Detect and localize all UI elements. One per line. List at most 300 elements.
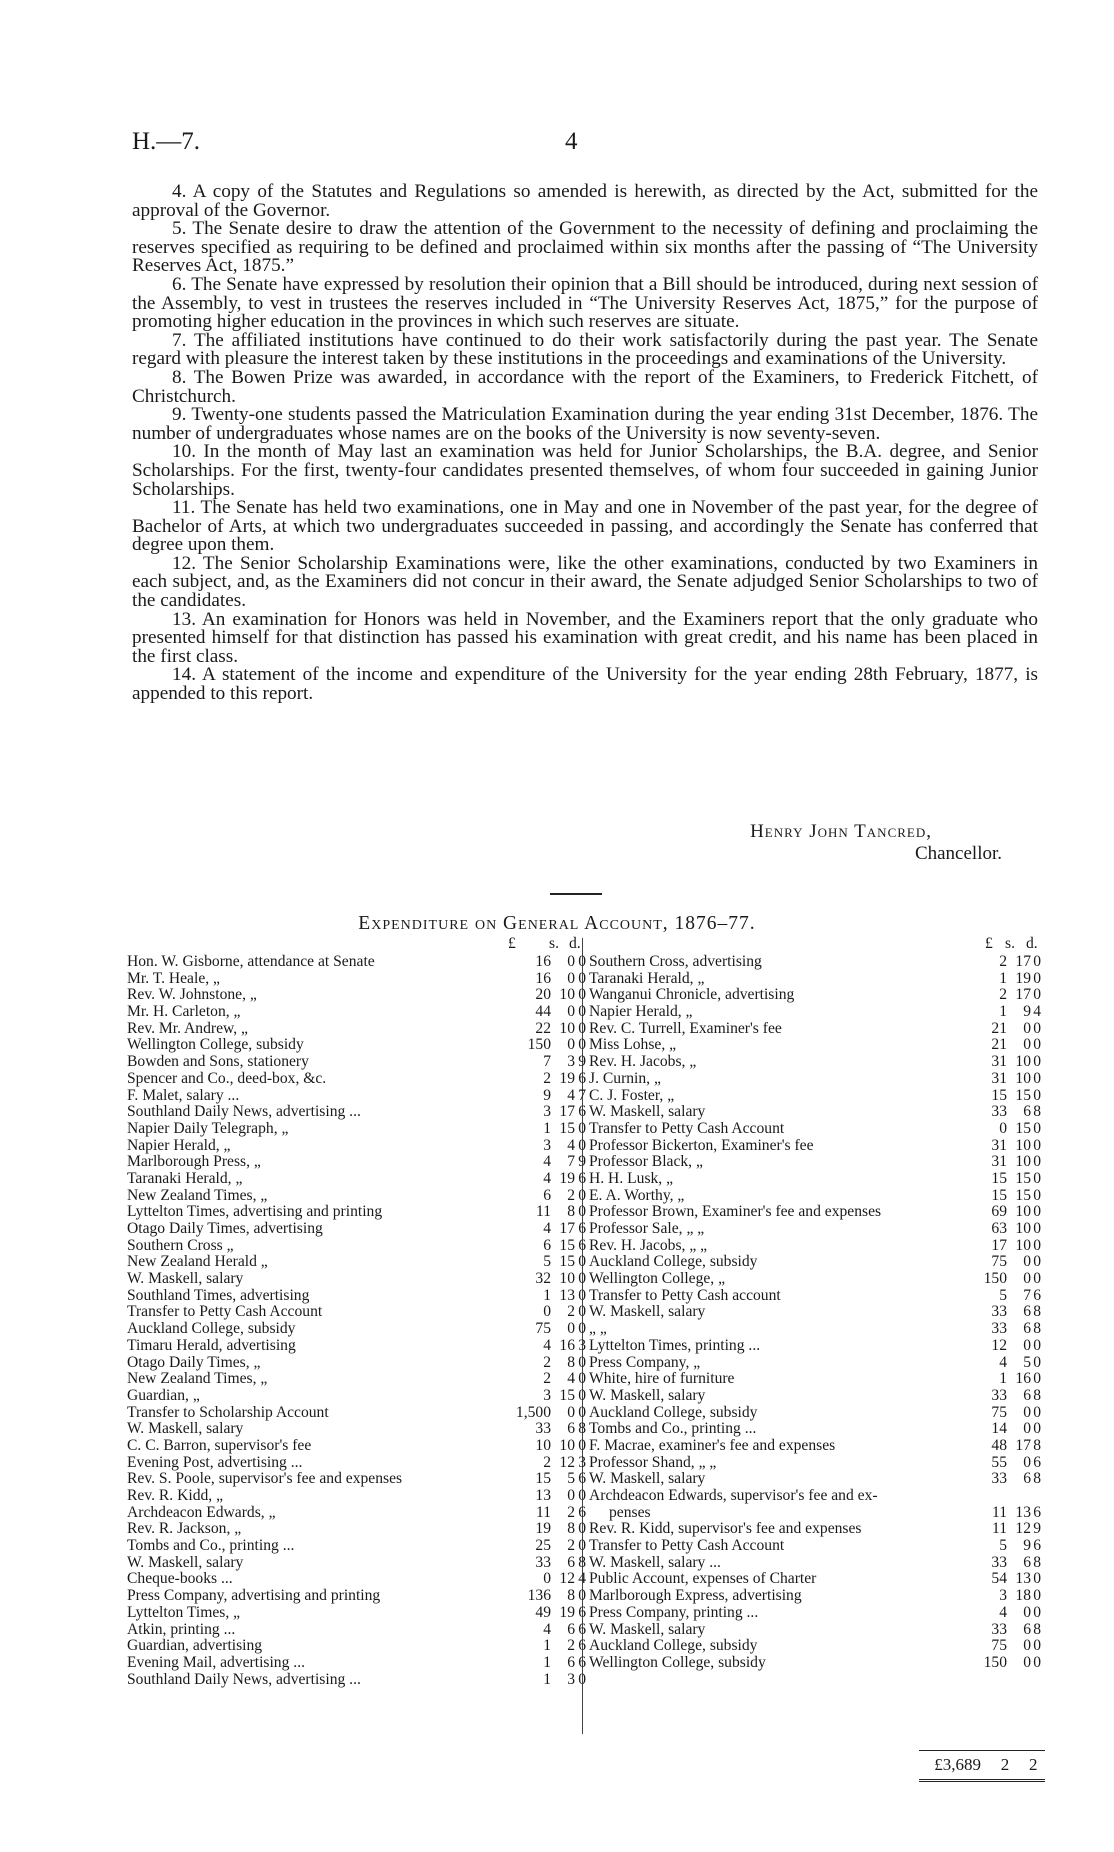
ledger-row — [127, 1353, 586, 1371]
ledger-row — [589, 1237, 1040, 1254]
ledger-entry-label: Tombs and Co., printing ... — [127, 1537, 295, 1555]
amount-pounds: 31 — [991, 1136, 1007, 1154]
currency-header-left — [127, 935, 580, 953]
amount-shillings: 8 — [567, 1520, 575, 1538]
ledger-row — [127, 1003, 586, 1021]
amount-pence: 0 — [578, 1436, 586, 1454]
amount-pounds: 1 — [999, 1003, 1007, 1021]
amount-shillings: 9 — [1023, 1003, 1031, 1021]
ledger-entry-label: Marlborough Express, advertising — [589, 1587, 802, 1605]
amount-shillings: 15 — [1015, 1119, 1031, 1137]
amount-shillings: 0 — [1023, 1603, 1031, 1621]
amount-pence: 6 — [578, 1503, 586, 1521]
amount-pounds: 31 — [991, 1069, 1007, 1087]
ledger-row — [589, 1554, 1040, 1571]
ledger-entry-label: Miss Lohse, „ — [589, 1036, 677, 1054]
ledger-entry-label: F. Macrae, examiner's fee and expenses — [589, 1436, 836, 1454]
amount-shillings: 8 — [567, 1587, 575, 1605]
expenditure-ledger — [0, 935, 1114, 1735]
amount-pence: 0 — [578, 1253, 586, 1271]
ledger-row — [127, 1069, 586, 1087]
amount-shillings: 0 — [1023, 1453, 1031, 1471]
amount-pounds: 49 — [535, 1603, 551, 1621]
amount-pounds: 33 — [991, 1553, 1007, 1571]
shillings-heading: s. — [549, 935, 559, 952]
paragraph: 7. The affiliated institutions have continued to do their work satisfactorily during the past year. The Senate regard with pleasure the interest taken by these institutions in the proceedings and examinations of the University. — [132, 329, 1038, 370]
amount-shillings: 6 — [567, 1420, 575, 1438]
ledger-entry-label: Transfer to Petty Cash Account — [589, 1537, 785, 1555]
ledger-row — [589, 1520, 1040, 1537]
ledger-row — [127, 1136, 586, 1154]
amount-shillings: 0 — [1023, 1270, 1031, 1288]
amount-pence: 6 — [1033, 1286, 1041, 1304]
amount-pence: 8 — [1033, 1620, 1041, 1638]
amount-shillings: 0 — [1023, 1253, 1031, 1271]
ledger-entry-label: Rev. R. Kidd, „ — [127, 1487, 224, 1504]
amount-pence: 0 — [1033, 1637, 1041, 1655]
amount-pounds: 11 — [535, 1503, 551, 1521]
amount-shillings: 3 — [567, 1670, 575, 1688]
amount-pounds: 75 — [991, 1253, 1007, 1271]
amount-pounds: 21 — [991, 1036, 1007, 1054]
amount-pounds: 75 — [991, 1403, 1007, 1421]
amount-pence: 0 — [578, 953, 586, 970]
amount-shillings: 9 — [1023, 1537, 1031, 1555]
amount-shillings: 0 — [567, 1003, 575, 1021]
ledger-row — [589, 1337, 1040, 1354]
amount-shillings: 15 — [559, 1236, 575, 1254]
amount-pounds: 5 — [999, 1286, 1007, 1304]
amount-shillings: 8 — [567, 1353, 575, 1371]
ledger-entry-label: Mr. H. Carleton, „ — [127, 1003, 241, 1021]
ledger-row — [589, 1570, 1040, 1587]
ledger-row — [127, 1286, 586, 1304]
amount-pounds: 4 — [543, 1169, 551, 1187]
amount-shillings: 15 — [1015, 1186, 1031, 1204]
amount-shillings: 15 — [559, 1386, 575, 1404]
ledger-entry-label: „ „ — [589, 1320, 607, 1338]
ledger-row — [589, 1187, 1040, 1204]
amount-pounds: 136 — [527, 1587, 551, 1605]
ledger-row — [127, 1019, 586, 1037]
ledger-entry-label: Mr. T. Heale, „ — [127, 969, 220, 987]
ledger-entry-label: Rev. R. Jackson, „ — [127, 1520, 242, 1538]
ledger-row — [127, 1036, 586, 1054]
amount-shillings: 2 — [567, 1303, 575, 1321]
amount-pounds: 33 — [991, 1303, 1007, 1321]
amount-pence: 8 — [1033, 1386, 1041, 1404]
ledger-entry-label: White, hire of furniture — [589, 1370, 735, 1388]
amount-shillings: 10 — [1015, 1203, 1031, 1221]
amount-pounds: 150 — [527, 1036, 551, 1054]
amount-shillings: 10 — [1015, 1069, 1031, 1087]
ledger-entry-label: Professor Black, „ — [589, 1153, 703, 1171]
amount-shillings: 0 — [1023, 1637, 1031, 1655]
amount-shillings: 10 — [559, 1270, 575, 1288]
ledger-row — [589, 1470, 1040, 1487]
amount-pence: 0 — [1033, 1186, 1041, 1204]
amount-pence: 0 — [1033, 1086, 1041, 1104]
amount-shillings: 15 — [559, 1119, 575, 1137]
ledger-entry-label: Southland Daily News, advertising ... — [127, 1670, 361, 1688]
ledger-row — [127, 1336, 586, 1354]
ledger-entry-label: Napier Daily Telegraph, „ — [127, 1119, 289, 1137]
amount-shillings: 2 — [567, 1503, 575, 1521]
amount-shillings: 15 — [559, 1253, 575, 1271]
amount-pounds: 2 — [999, 953, 1007, 970]
amount-pence: 0 — [1033, 1236, 1041, 1254]
ledger-entry-label: J. Curnin, „ — [589, 1069, 661, 1087]
amount-pounds: 44 — [535, 1003, 551, 1021]
amount-pounds: 1 — [999, 1370, 1007, 1388]
amount-pence: 6 — [578, 1653, 586, 1671]
ledger-entry-label: Transfer to Petty Cash Account — [127, 1303, 323, 1321]
ledger-entry-label: Rev. H. Jacobs, „ — [589, 1053, 697, 1071]
ledger-entry-label: Bowden and Sons, stationery — [127, 1053, 309, 1071]
amount-pence: 0 — [1033, 1587, 1041, 1605]
amount-pence: 6 — [578, 1637, 586, 1655]
ledger-entry-label: Lyttelton Times, advertising and printing — [127, 1203, 383, 1221]
amount-shillings: 15 — [1015, 1086, 1031, 1104]
ledger-entry-label: Press Company, printing ... — [589, 1603, 759, 1621]
amount-shillings: 5 — [1023, 1353, 1031, 1371]
amount-shillings: 4 — [567, 1136, 575, 1154]
ledger-row — [589, 1387, 1040, 1404]
amount-pence: 0 — [578, 1270, 586, 1288]
amount-pounds: 48 — [991, 1436, 1007, 1454]
ledger-row — [127, 1270, 586, 1288]
amount-pence: 0 — [578, 986, 586, 1004]
amount-shillings: 12 — [559, 1453, 575, 1471]
amount-shillings: 0 — [1023, 1336, 1031, 1354]
ledger-row — [127, 986, 586, 1004]
ledger-entry-label: C. J. Foster, „ — [589, 1086, 675, 1104]
amount-pounds: 11 — [991, 1520, 1007, 1538]
amount-pounds: 75 — [535, 1320, 551, 1338]
ledger-row — [589, 986, 1040, 1003]
amount-pence: 8 — [578, 1553, 586, 1571]
ledger-row — [127, 1386, 586, 1404]
ledger-entry-label: Transfer to Petty Cash Account — [589, 1119, 785, 1137]
ledger-total — [919, 1750, 1045, 1782]
shillings-heading: s. — [1005, 935, 1015, 952]
ledger-row — [127, 1119, 586, 1137]
running-header — [0, 128, 1114, 162]
amount-pence: 6 — [578, 1220, 586, 1237]
amount-pounds: 3 — [543, 1136, 551, 1154]
amount-shillings: 0 — [567, 1320, 575, 1338]
ledger-entry-label: Archdeacon Edwards, supervisor's fee and ex- — [589, 1487, 878, 1504]
amount-pence: 3 — [578, 1453, 586, 1471]
amount-pence: 0 — [578, 1353, 586, 1371]
amount-shillings: 6 — [1023, 1470, 1031, 1488]
amount-pounds: 1,500 — [515, 1403, 551, 1421]
ledger-right-column — [589, 935, 1040, 1671]
amount-shillings: 2 — [567, 1637, 575, 1655]
ledger-entry-label: E. A. Worthy, „ — [589, 1186, 685, 1204]
amount-pounds: 15 — [535, 1470, 551, 1488]
amount-pounds: 14 — [991, 1420, 1007, 1438]
amount-pence: 0 — [1033, 1220, 1041, 1237]
amount-shillings: 10 — [559, 1019, 575, 1037]
amount-pounds: 33 — [991, 1103, 1007, 1121]
amount-pounds: 2 — [543, 1069, 551, 1087]
amount-shillings: 2 — [567, 1186, 575, 1204]
amount-pounds: 150 — [983, 1653, 1007, 1671]
amount-pounds: 4 — [543, 1620, 551, 1638]
ledger-entry-label: Public Account, expenses of Charter — [589, 1570, 817, 1588]
ledger-row — [127, 1603, 586, 1621]
amount-shillings: 6 — [1023, 1386, 1031, 1404]
amount-shillings: 0 — [1023, 1420, 1031, 1438]
ledger-entry-label: Professor Brown, Examiner's fee and expenses — [589, 1203, 882, 1221]
amount-pounds: 0 — [543, 1303, 551, 1321]
amount-pounds: 15 — [991, 1086, 1007, 1104]
ledger-entry-label: Auckland College, subsidy — [589, 1637, 758, 1655]
ledger-entry-label: Transfer to Petty Cash account — [589, 1286, 781, 1304]
amount-pence: 0 — [578, 1303, 586, 1321]
amount-pence: 3 — [578, 1336, 586, 1354]
total-pounds: £3,689 — [934, 1755, 981, 1774]
amount-shillings: 6 — [1023, 1553, 1031, 1571]
amount-shillings: 0 — [567, 1487, 575, 1504]
paragraph: 14. A statement of the income and expenditure of the University for the year ending 28th February, 1877, is appended to this report. — [132, 664, 1038, 705]
ledger-row — [589, 1003, 1040, 1020]
amount-pounds: 15 — [991, 1169, 1007, 1187]
ledger-entry-label: Archdeacon Edwards, „ — [127, 1503, 276, 1521]
ledger-entry-label: Guardian, advertising — [127, 1637, 263, 1655]
ledger-row — [127, 1537, 586, 1555]
ledger-row — [589, 1621, 1040, 1638]
ledger-row — [127, 1253, 586, 1271]
ledger-row — [127, 1587, 586, 1605]
ledger-row — [127, 1637, 586, 1655]
amount-pounds: 31 — [991, 1153, 1007, 1171]
ledger-entry-label: F. Malet, salary ... — [127, 1086, 240, 1104]
amount-pence: 8 — [1033, 1553, 1041, 1571]
ledger-entry-label: Wellington College, subsidy — [589, 1653, 766, 1671]
amount-shillings: 10 — [1015, 1136, 1031, 1154]
amount-pounds: 13 — [535, 1487, 551, 1504]
amount-shillings: 0 — [1023, 1036, 1031, 1054]
amount-pence: 8 — [1033, 1103, 1041, 1121]
ledger-title: Expenditure on General Account, 1876–77. — [358, 913, 756, 934]
amount-pounds: 0 — [999, 1119, 1007, 1137]
amount-shillings: 0 — [567, 1036, 575, 1054]
ledger-row — [589, 1203, 1040, 1220]
ledger-entry-label: Lyttelton Times, „ — [127, 1603, 241, 1621]
amount-pounds: 4 — [543, 1336, 551, 1354]
amount-pounds: 25 — [535, 1537, 551, 1555]
amount-pounds: 2 — [543, 1370, 551, 1388]
amount-pence: 0 — [1033, 1119, 1041, 1137]
amount-pence: 0 — [578, 1286, 586, 1304]
ledger-entry-label: Evening Post, advertising ... — [127, 1453, 303, 1471]
ledger-row — [127, 1553, 586, 1571]
amount-pounds: 33 — [535, 1553, 551, 1571]
ledger-entry-label: Auckland College, subsidy — [589, 1403, 758, 1421]
amount-pence: 0 — [1033, 1169, 1041, 1187]
ledger-entry-label: New Zealand Times, „ — [127, 1370, 268, 1388]
amount-pounds: 19 — [535, 1520, 551, 1538]
amount-pounds: 150 — [983, 1270, 1007, 1288]
signature-block — [132, 821, 1002, 865]
amount-shillings: 6 — [1023, 1320, 1031, 1338]
amount-pounds: 4 — [543, 1153, 551, 1171]
amount-pence: 0 — [1033, 1136, 1041, 1154]
amount-pounds: 33 — [991, 1386, 1007, 1404]
amount-shillings: 13 — [1015, 1503, 1031, 1521]
ledger-row — [127, 1186, 586, 1204]
ledger-entry-label: W. Maskell, salary — [127, 1553, 244, 1571]
ledger-entry-label: Southland Times, advertising — [127, 1286, 310, 1304]
amount-pence: 0 — [1033, 1570, 1041, 1588]
pence-heading: d. — [569, 935, 581, 952]
amount-shillings: 19 — [1015, 969, 1031, 987]
amount-pounds: 17 — [991, 1236, 1007, 1254]
amount-pounds: 33 — [991, 1470, 1007, 1488]
ledger-entry-label: Marlborough Press, „ — [127, 1153, 261, 1171]
amount-pence: 0 — [578, 1370, 586, 1388]
ledger-row — [127, 1487, 586, 1504]
ledger-row — [127, 1420, 586, 1438]
ledger-row — [589, 1036, 1040, 1053]
ledger-row — [127, 1220, 586, 1237]
ledger-left-column — [127, 935, 586, 1688]
ledger-entry-label: Auckland College, subsidy — [127, 1320, 296, 1338]
ledger-entry-label: Rev. C. Turrell, Examiner's fee — [589, 1019, 782, 1037]
ledger-entry-label: Otago Daily Times, „ — [127, 1353, 261, 1371]
ledger-entry-label: Taranaki Herald, „ — [127, 1169, 243, 1187]
ledger-row — [127, 1503, 586, 1521]
ledger-row — [589, 970, 1040, 987]
amount-pounds: 7 — [543, 1053, 551, 1071]
ledger-row — [589, 1370, 1040, 1387]
amount-shillings: 5 — [567, 1470, 575, 1488]
ledger-row — [589, 1087, 1040, 1104]
amount-pounds: 32 — [535, 1270, 551, 1288]
paragraph: 9. Twenty-one students passed the Matriculation Examination during the year ending 31st December, 1876. The number of undergraduates whose names are on the books of the University is now seventy-seven. — [132, 404, 1038, 444]
amount-pence: 6 — [578, 1470, 586, 1488]
ledger-entry-label: Napier Herald, „ — [127, 1136, 231, 1154]
ledger-row — [127, 969, 586, 987]
paragraph: 12. The Senior Scholarship Examinations were, like the other examinations, conducted by two Examiners in each subject, and, as the Examiners did not concur in their award, the Senate adjudged Senior Scholarships to two of the candidates. — [132, 552, 1038, 612]
ledger-row — [589, 1504, 1040, 1521]
ledger-entry-label: Southern Cross, advertising — [589, 953, 762, 970]
ledger-entry-label: Press Company, advertising and printing — [127, 1587, 381, 1605]
ledger-entry-label: Rev. R. Kidd, supervisor's fee and expenses — [589, 1520, 862, 1538]
amount-pence: 8 — [1033, 1320, 1041, 1338]
ledger-entry-label: Wanganui Chronicle, advertising — [589, 986, 795, 1004]
signatory-title: Chancellor. — [914, 843, 1002, 864]
amount-pence: 0 — [578, 1320, 586, 1338]
ledger-row — [127, 1620, 586, 1638]
amount-pence: 0 — [1033, 969, 1041, 987]
amount-shillings: 13 — [559, 1286, 575, 1304]
amount-pence: 6 — [578, 1620, 586, 1638]
ledger-row — [127, 1086, 586, 1104]
ledger-row — [589, 1404, 1040, 1421]
amount-pounds: 54 — [991, 1570, 1007, 1588]
ledger-row — [589, 1220, 1040, 1237]
ledger-row — [127, 1570, 586, 1588]
amount-shillings: 7 — [1023, 1286, 1031, 1304]
amount-shillings: 6 — [1023, 1620, 1031, 1638]
amount-shillings: 3 — [567, 1053, 575, 1071]
amount-pounds: 31 — [991, 1053, 1007, 1071]
ledger-entry-label: Hon. W. Gisborne, attendance at Senate — [127, 953, 375, 970]
ledger-row — [127, 1320, 586, 1338]
ledger-entry-label: Atkin, printing ... — [127, 1620, 236, 1638]
amount-shillings: 19 — [559, 1169, 575, 1187]
amount-pence: 7 — [578, 1086, 586, 1104]
amount-pence: 0 — [578, 1520, 586, 1538]
amount-shillings: 7 — [567, 1153, 575, 1171]
ledger-row — [589, 1604, 1040, 1621]
amount-pounds: 75 — [991, 1637, 1007, 1655]
paragraph: 13. An examination for Honors was held in November, and the Examiners report that the only graduate who presented himself for that distinction has passed his examination with great credit, and his name has been placed in the first class. — [132, 608, 1038, 667]
ledger-row — [589, 1354, 1040, 1371]
amount-pence: 8 — [1033, 1470, 1041, 1488]
amount-pounds: 16 — [535, 953, 551, 970]
amount-pounds: 4 — [999, 1353, 1007, 1371]
ledger-row — [127, 1236, 586, 1254]
ledger-entry-label: Guardian, „ — [127, 1386, 200, 1404]
amount-pence: 0 — [1033, 1336, 1041, 1354]
amount-pounds: 6 — [543, 1186, 551, 1204]
amount-pounds: 20 — [535, 986, 551, 1004]
amount-pounds: 10 — [535, 1436, 551, 1454]
amount-shillings: 0 — [1023, 1019, 1031, 1037]
report-body — [132, 183, 1038, 704]
amount-pence: 0 — [578, 1186, 586, 1204]
amount-pence: 6 — [578, 1103, 586, 1121]
amount-pence: 0 — [1033, 1653, 1041, 1671]
ledger-row — [127, 1436, 586, 1454]
amount-pounds: 2 — [543, 1453, 551, 1471]
amount-shillings: 12 — [559, 1570, 575, 1588]
amount-pence: 8 — [578, 1420, 586, 1438]
ledger-entry-label: Wellington College, subsidy — [127, 1036, 304, 1054]
total-pence: 2 — [1029, 1755, 1038, 1774]
ledger-entry-label: Professor Shand, „ „ — [589, 1453, 717, 1471]
amount-pence: 0 — [1033, 1353, 1041, 1371]
amount-shillings: 0 — [1023, 1653, 1031, 1671]
ledger-row — [589, 1454, 1040, 1471]
amount-pence: 6 — [1033, 1537, 1041, 1555]
amount-pence: 0 — [1033, 1420, 1041, 1438]
amount-shillings: 8 — [567, 1203, 575, 1221]
amount-shillings: 6 — [567, 1553, 575, 1571]
amount-shillings: 10 — [1015, 1220, 1031, 1237]
amount-pence: 6 — [1033, 1453, 1041, 1471]
ledger-entry-label: Southern Cross „ — [127, 1236, 234, 1254]
amount-shillings: 6 — [1023, 1103, 1031, 1121]
ledger-entry-label: Wellington College, „ — [589, 1270, 726, 1288]
ledger-row — [127, 1169, 586, 1187]
amount-pence: 0 — [1033, 1270, 1041, 1288]
ledger-row — [589, 1153, 1040, 1170]
ledger-row — [589, 1637, 1040, 1654]
amount-pounds: 33 — [535, 1420, 551, 1438]
amount-pounds: 12 — [991, 1336, 1007, 1354]
total-rule — [919, 1750, 1045, 1751]
ledger-entry-label: New Zealand Herald „ — [127, 1253, 268, 1271]
amount-pence: 6 — [578, 1069, 586, 1087]
ledger-entry-label: Evening Mail, advertising ... — [127, 1653, 305, 1671]
ledger-entry-label: Spencer and Co., deed-box, &c. — [127, 1069, 327, 1087]
amount-pence: 0 — [1033, 1036, 1041, 1054]
